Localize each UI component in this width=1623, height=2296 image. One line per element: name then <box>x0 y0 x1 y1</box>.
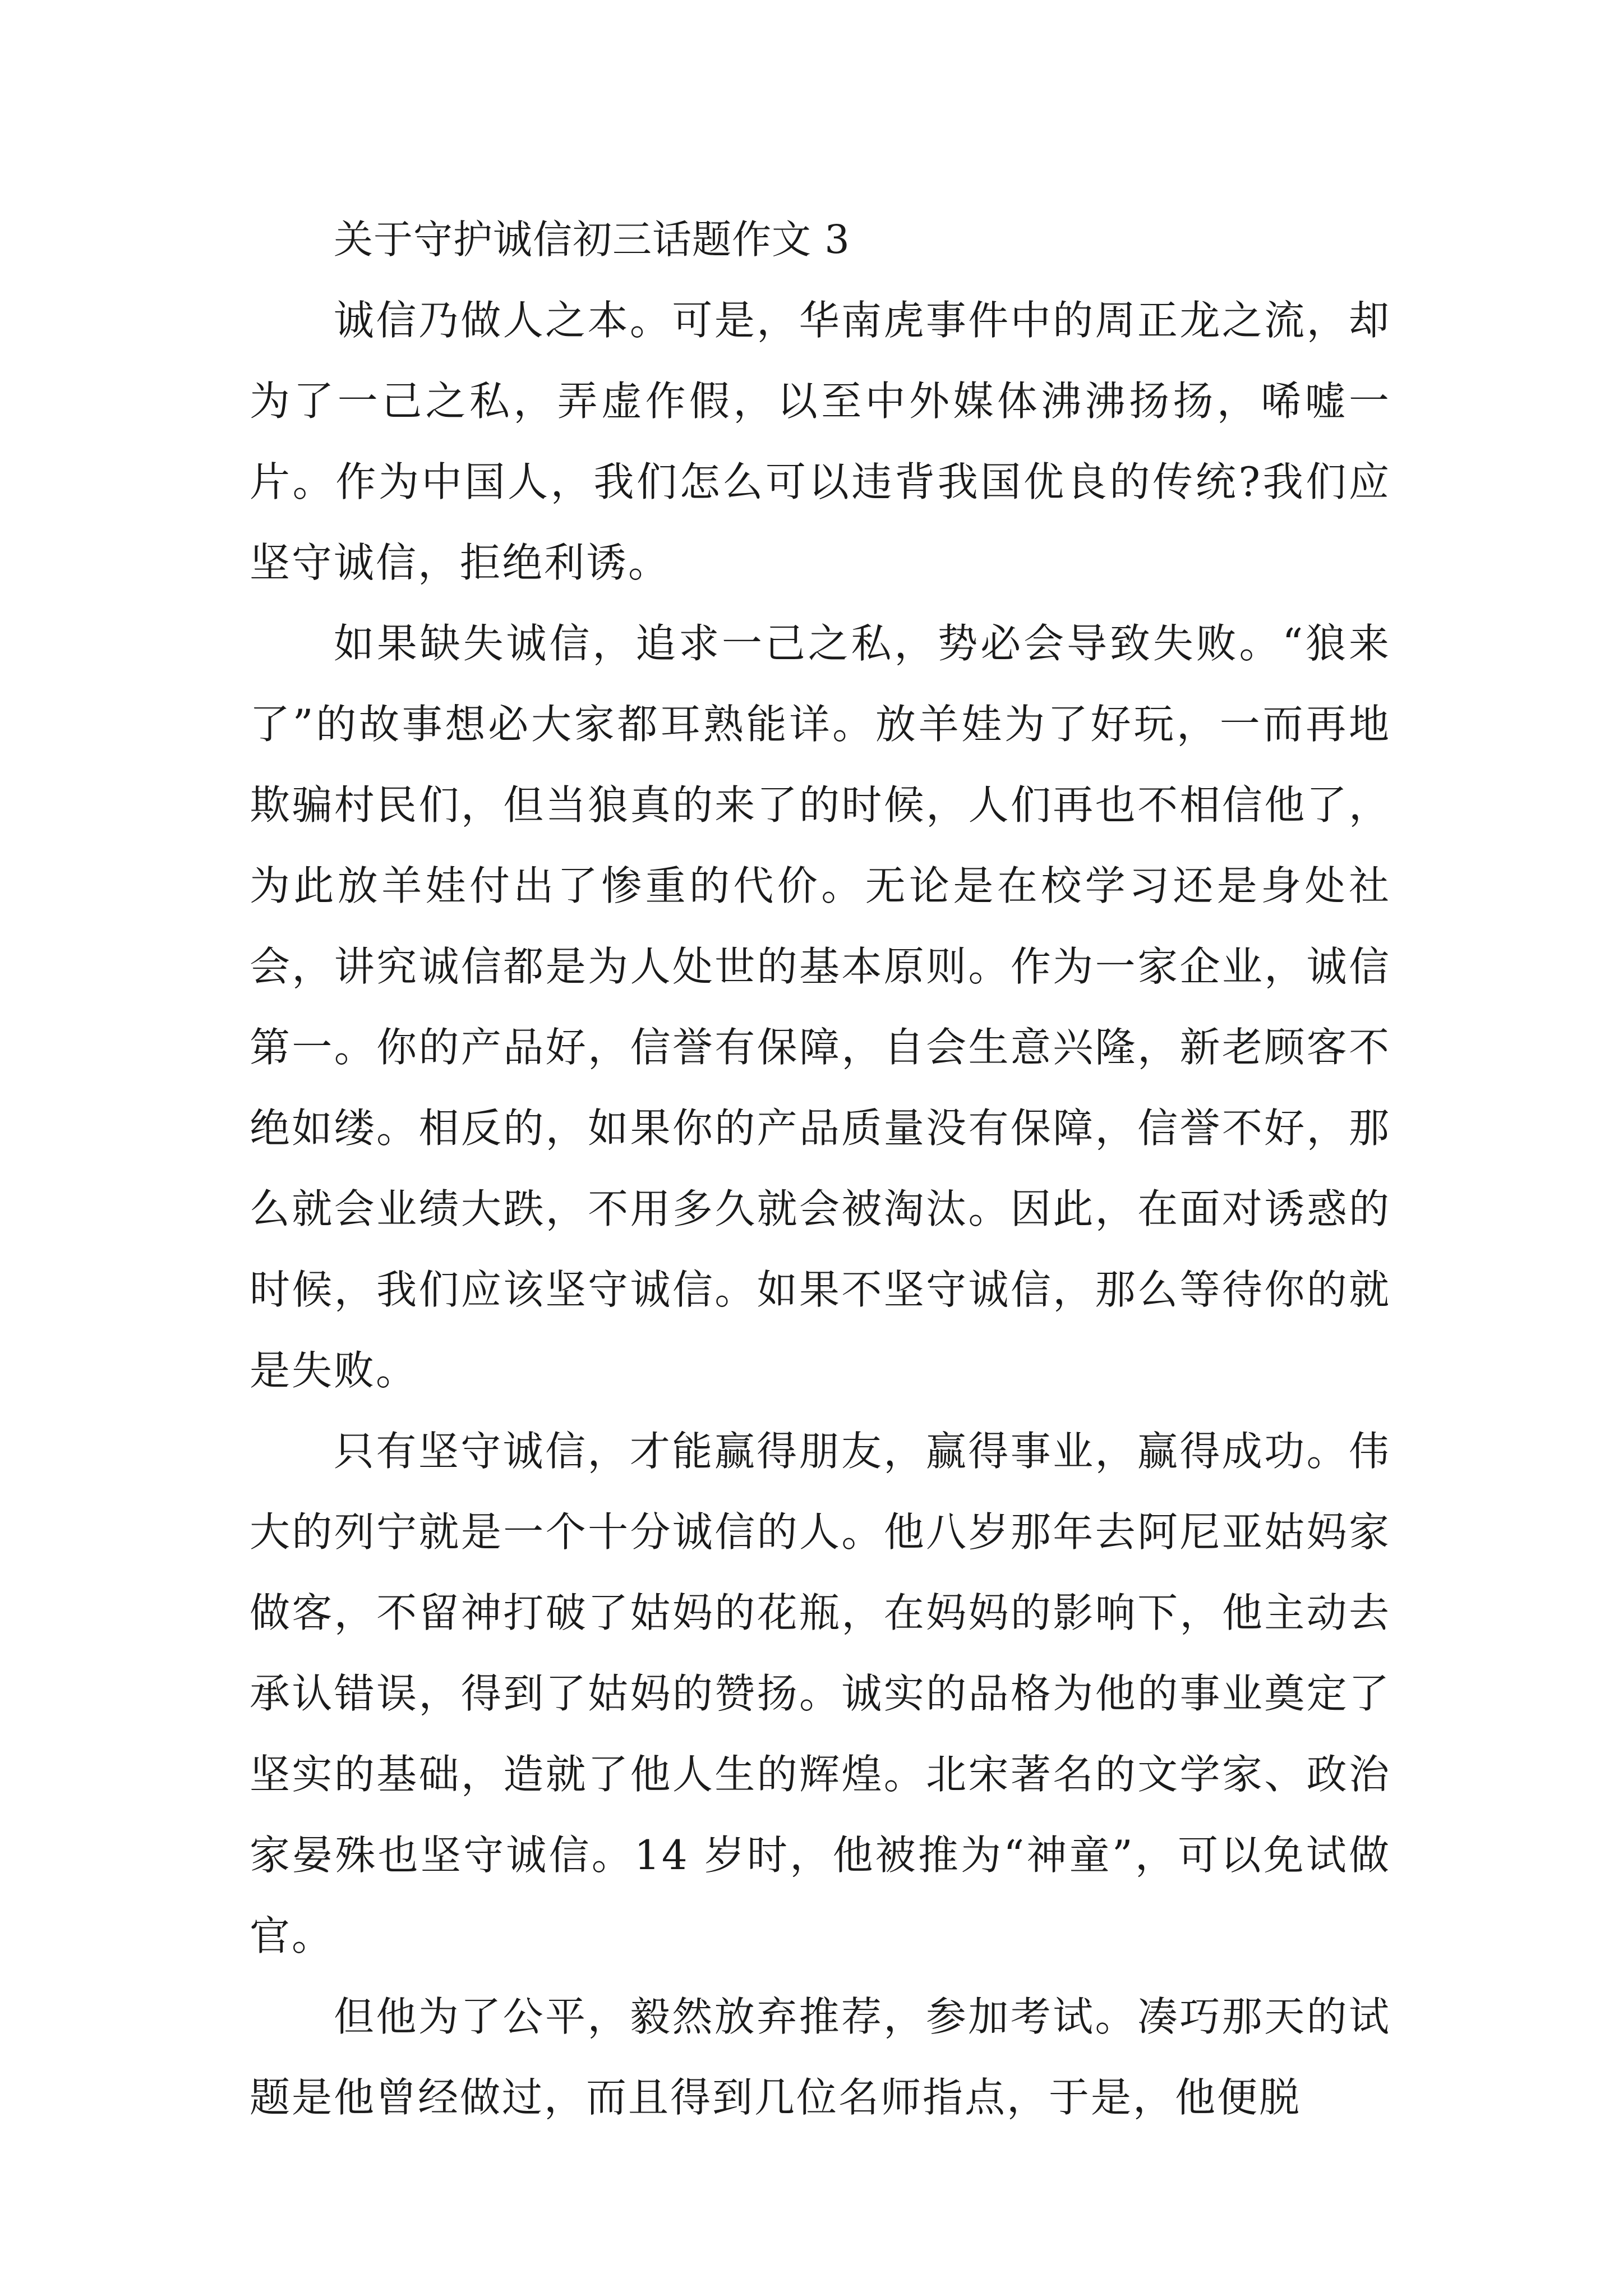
paragraph-2: 如果缺失诚信，追求一己之私，势必会导致失败。“狼来了”的故事想必大家都耳熟能详。放羊娃为了好玩，一而再地欺骗村民们，但当狼真的来了的时候，人们再也不相信他了，为此放羊娃付出了惨重的代价。无论是在校学习还是身处社会，讲究诚信都是为人处世的基本原则。作为一家企业，诚信第一。你的产品好，信誉有保障，自会生意兴隆，新老顾客不绝如缕。相反的，如果你的产品质量没有保障，信誉不好，那么就会业绩大跌，不用多久就会被淘汰。因此，在面对诱惑的时候，我们应该坚守诚信。如果不坚守诚信，那么等待你的就是失败。 <box>250 620 1391 1394</box>
paragraph-1: 诚信乃做人之本。可是，华南虎事件中的周正龙之流，却为了一己之私，弄虚作假，以至中外媒体沸沸扬扬，唏嘘一片。作为中国人，我们怎么可以违背我国优良的传统?我们应坚守诚信，拒绝利诱。 <box>250 297 1391 586</box>
document-title: 关于守护诚信初三话题作文 3 <box>334 217 850 263</box>
document-body <box>250 199 1391 2138</box>
paragraph-4: 但他为了公平，毅然放弃推荐，参加考试。凑巧那天的试题是他曾经做过，而且得到几位名师指点，于是，他便脱 <box>250 1993 1391 2121</box>
paragraph-3: 只有坚守诚信，才能赢得朋友，赢得事业，赢得成功。伟大的列宁就是一个十分诚信的人。他八岁那年去阿尼亚姑妈家做客，不留神打破了姑妈的花瓶，在妈妈的影响下，他主动去承认错误，得到了姑妈的赞扬。诚实的品格为他的事业奠定了坚实的基础，造就了他人生的辉煌。北宋著名的文学家、政治家晏殊也坚守诚信。14 岁时，他被推为“神童”，可以免试做官。 <box>250 1428 1391 1959</box>
